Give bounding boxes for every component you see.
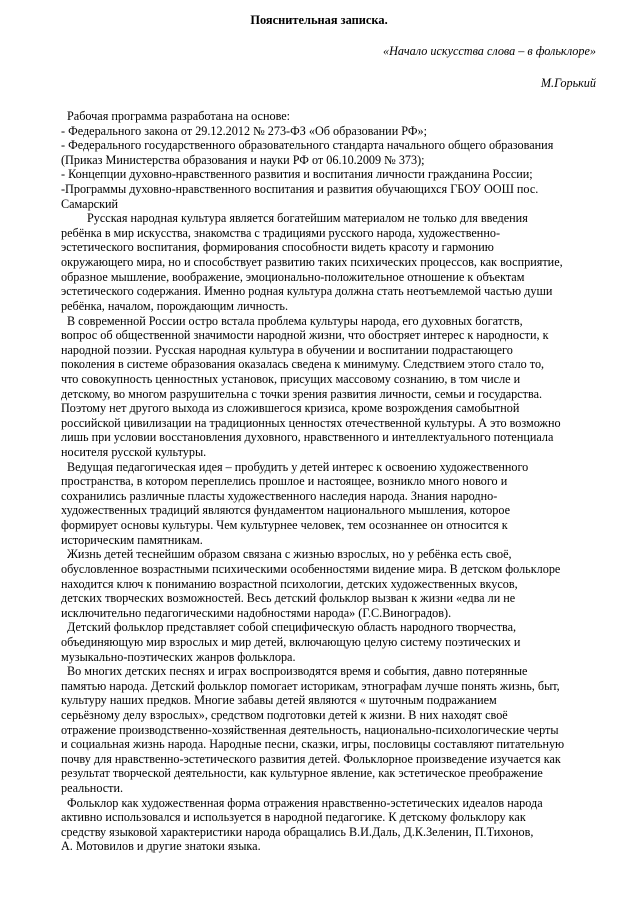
text-line: ребёнка, началом, порождающим личность. — [61, 298, 289, 313]
text-line: Рабочая программа разработана на основе: — [67, 109, 291, 123]
text-line: сохранились различные пласты художественного наследия народа. Знания народно- — [61, 488, 498, 503]
text-line: детских творческих возможностей. Весь детский фольклор вызван к жизни «едва ли не — [61, 591, 516, 606]
text-line: носителя русской культуры. — [61, 445, 207, 460]
text-line: активно использовался и используется в народной педагогике. К детскому фольклору как — [61, 810, 526, 825]
text-line: средству языковой характеристики народа обращались В.И.Даль, Д.К.Зеленин, П.Тихонов, — [61, 824, 534, 839]
text-line: образное мышление, воображение, эмоционально-положительное отношение к объектам — [61, 269, 525, 284]
text-line: что совокупность ценностных установок, присущих массовому сознанию, в том числе и — [61, 371, 521, 386]
text-line: (Приказ Министерства образования и науки РФ от 06.10.2009 № 373); — [61, 152, 425, 167]
text-line: -Программы духовно-нравственного воспитания и развития обучающихся ГБОУ ООШ пос. — [61, 182, 539, 197]
text-line: окружающего мира, но и способствует развитию таких психических процессов, как восприятие, — [61, 255, 563, 270]
text-line: пространства, в котором переплелись прошлое и настоящее, возникло много нового и — [61, 474, 508, 489]
text-line: Русская народная культура является богатейшим материалом не только для введения — [87, 211, 528, 226]
text-line: эстетического воспитания, формирования способности видеть красоту и гармонию — [61, 240, 494, 255]
text-line: Самарский — [61, 196, 119, 211]
text-line: памятью народа. Детский фольклор помогает историкам, этнографам лучше понять жизнь, быт, — [61, 678, 560, 693]
text-line: отражение производственно-хозяйственная деятельность, национально-психологические черты — [61, 722, 559, 737]
text-line: результат творческой деятельности, как культурное явление, как эстетическое преображение — [61, 766, 543, 781]
text-line: лишь при условии восстановления духовного, нравственного и интеллектуального потенциала — [61, 430, 554, 445]
text-line: народной поэзии. Русская народная культура в обучении и воспитании подрастающего — [61, 342, 513, 357]
text-line: Детский фольклор представляет собой специфическую область народного творчества, — [67, 620, 517, 635]
text-line: А. Мотовилов и другие знатоки языка. — [61, 839, 261, 854]
text-line: реальности. — [61, 781, 124, 796]
text-line: культуру наших предков. Многие забавы детей являются « шуточным подражанием — [61, 693, 497, 708]
text-line: детскому, во многом разрушительна с точки зрения развития личности, семьи и государства. — [61, 386, 543, 401]
text-line: историческим памятникам. — [61, 532, 203, 547]
text-line: художественных традиций являются фундаментом национального мышления, которое — [61, 503, 511, 518]
text-line: Во многих детских песнях и играх воспроизводятся время и события, давно потерянные — [67, 664, 528, 679]
text-line: - Федерального государственного образовательного стандарта начального общего образования — [61, 138, 554, 153]
document-body — [61, 109, 597, 854]
text-line: В современной России остро встала проблема культуры народа, его духовных богатств, — [67, 313, 523, 328]
text-line: Фольклор как художественная форма отражения нравственно-эстетических идеалов народа — [67, 795, 543, 810]
text-line: почву для нравственно-эстетического развития детей. Фольклорное произведение изучается как — [61, 751, 561, 766]
text-line: и социальная жизнь народа. Народные песни, сказки, игры, пословицы составляют питательную — [61, 737, 565, 752]
text-line: ребёнка в мир искусства, знакомства с традициями русского народа, художественно- — [61, 225, 501, 240]
text-line: серьёзному делу взрослых», средством подготовки детей к жизни. В них находят своё — [61, 707, 508, 722]
text-line: вопрос об общественной значимости народной жизни, что обостряет интерес к народности, к — [61, 328, 549, 343]
text-line: Ведущая педагогическая идея – пробудить у детей интерес к освоению художественного — [67, 459, 529, 474]
text-line: Поэтому нет другого выхода из сложившегося кризиса, кроме возрождения самобытной — [61, 401, 520, 416]
text-line: находится ключ к пониманию возрастной психологии, детских художественных вкусов, — [61, 576, 518, 591]
text-line: музыкально-поэтических жанров фольклора. — [61, 649, 296, 664]
text-line: обусловленное возрастными психическими особенностями видение мира. В детском фольклоре — [61, 561, 561, 576]
text-line: формирует основы культуры. Чем культурнее человек, тем осознаннее он относится к — [61, 518, 508, 533]
text-line: объединяющую мир взрослых и мир детей, включающую целую систему поэтических и — [61, 634, 521, 649]
text-line: исключительно педагогическими надобностями народа» (Г.С.Виноградов). — [61, 605, 452, 620]
epigraph-author: М.Горький — [540, 76, 596, 90]
text-line: - Концепции духовно-нравственного развития и воспитания личности гражданина России; — [61, 167, 533, 182]
text-line: поколения в системе образования оказалась сведена к минимуму. Следствием этого стало то, — [61, 357, 545, 372]
document-title: Пояснительная записка. — [250, 13, 388, 27]
epigraph-quote: «Начало искусства слова – в фольклоре» — [383, 44, 596, 58]
text-line: российской цивилизации на традиционных ценностях отечественной культуры. А это возможно — [61, 415, 561, 430]
text-line: Жизнь детей теснейшим образом связана с жизнью взрослых, но у ребёнка есть своё, — [67, 547, 512, 562]
text-line: эстетического содержания. Именно родная культура должна стать неотъемлемой частью души — [61, 284, 553, 299]
text-line: - Федерального закона от 29.12.2012 № 273-ФЗ «Об образовании РФ»; — [61, 123, 427, 138]
